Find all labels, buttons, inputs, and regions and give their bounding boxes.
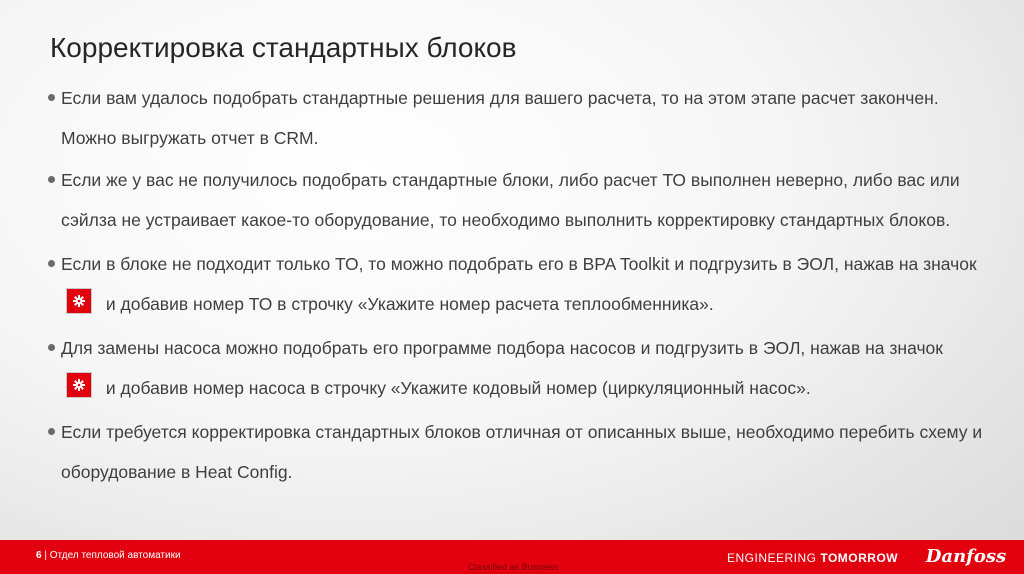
bullet-text: Для замены насоса можно подобрать его программе подбора насосов и подгрузить в ЭОЛ, нажав на значок [61, 338, 943, 358]
footer-separator: | [44, 550, 47, 561]
gear-icon [67, 289, 91, 313]
bullet-item [46, 244, 986, 324]
footer-info [36, 550, 181, 561]
bullet-text: и добавив номер насоса в строчку «Укажите кодовый номер (циркуляционный насос». [105, 378, 811, 398]
bullet-text: Если требуется корректировка стандартных блоков отличная от описанных выше, необходимо перебить схему и оборудование в Heat Config. [61, 422, 983, 482]
department-name: Отдел тепловой автоматики [49, 550, 181, 561]
gear-icon [67, 373, 91, 397]
slide-title: Корректировка стандартных блоков [50, 32, 517, 63]
footer-bar [0, 540, 1024, 574]
bullet-text: Если же у вас не получилось подобрать стандартные блоки, либо расчет ТО выполнен неверно, либо вас или сэйлза не устраивает какое-то оборудование, то необходимо выполнить корректировку стандартных блоков. [61, 170, 960, 230]
bullet-text: и добавив номер ТО в строчку «Укажите номер расчета теплообменника». [105, 294, 714, 314]
tagline [727, 551, 898, 565]
bullet-item [46, 160, 986, 240]
page-number: 6 [36, 550, 42, 561]
bullet-item [46, 78, 986, 158]
bullet-text: Если в блоке не подходит только ТО, то можно подобрать его в BPA Toolkit и подгрузить в ЭОЛ, нажав на значок [61, 254, 977, 274]
bullet-list [46, 78, 986, 492]
bullet-item [46, 412, 986, 492]
bullet-item [46, 328, 986, 408]
classification-label: Classified as Business [468, 562, 559, 572]
tagline-bold: TOMORROW [820, 551, 899, 565]
tagline-light: ENGINEERING [727, 551, 821, 565]
danfoss-logo: Danfoss [925, 546, 1007, 567]
bullet-text: Если вам удалось подобрать стандартные решения для вашего расчета, то на этом этапе расчет закончен. Можно выгружать отчет в CRM. [61, 88, 939, 148]
